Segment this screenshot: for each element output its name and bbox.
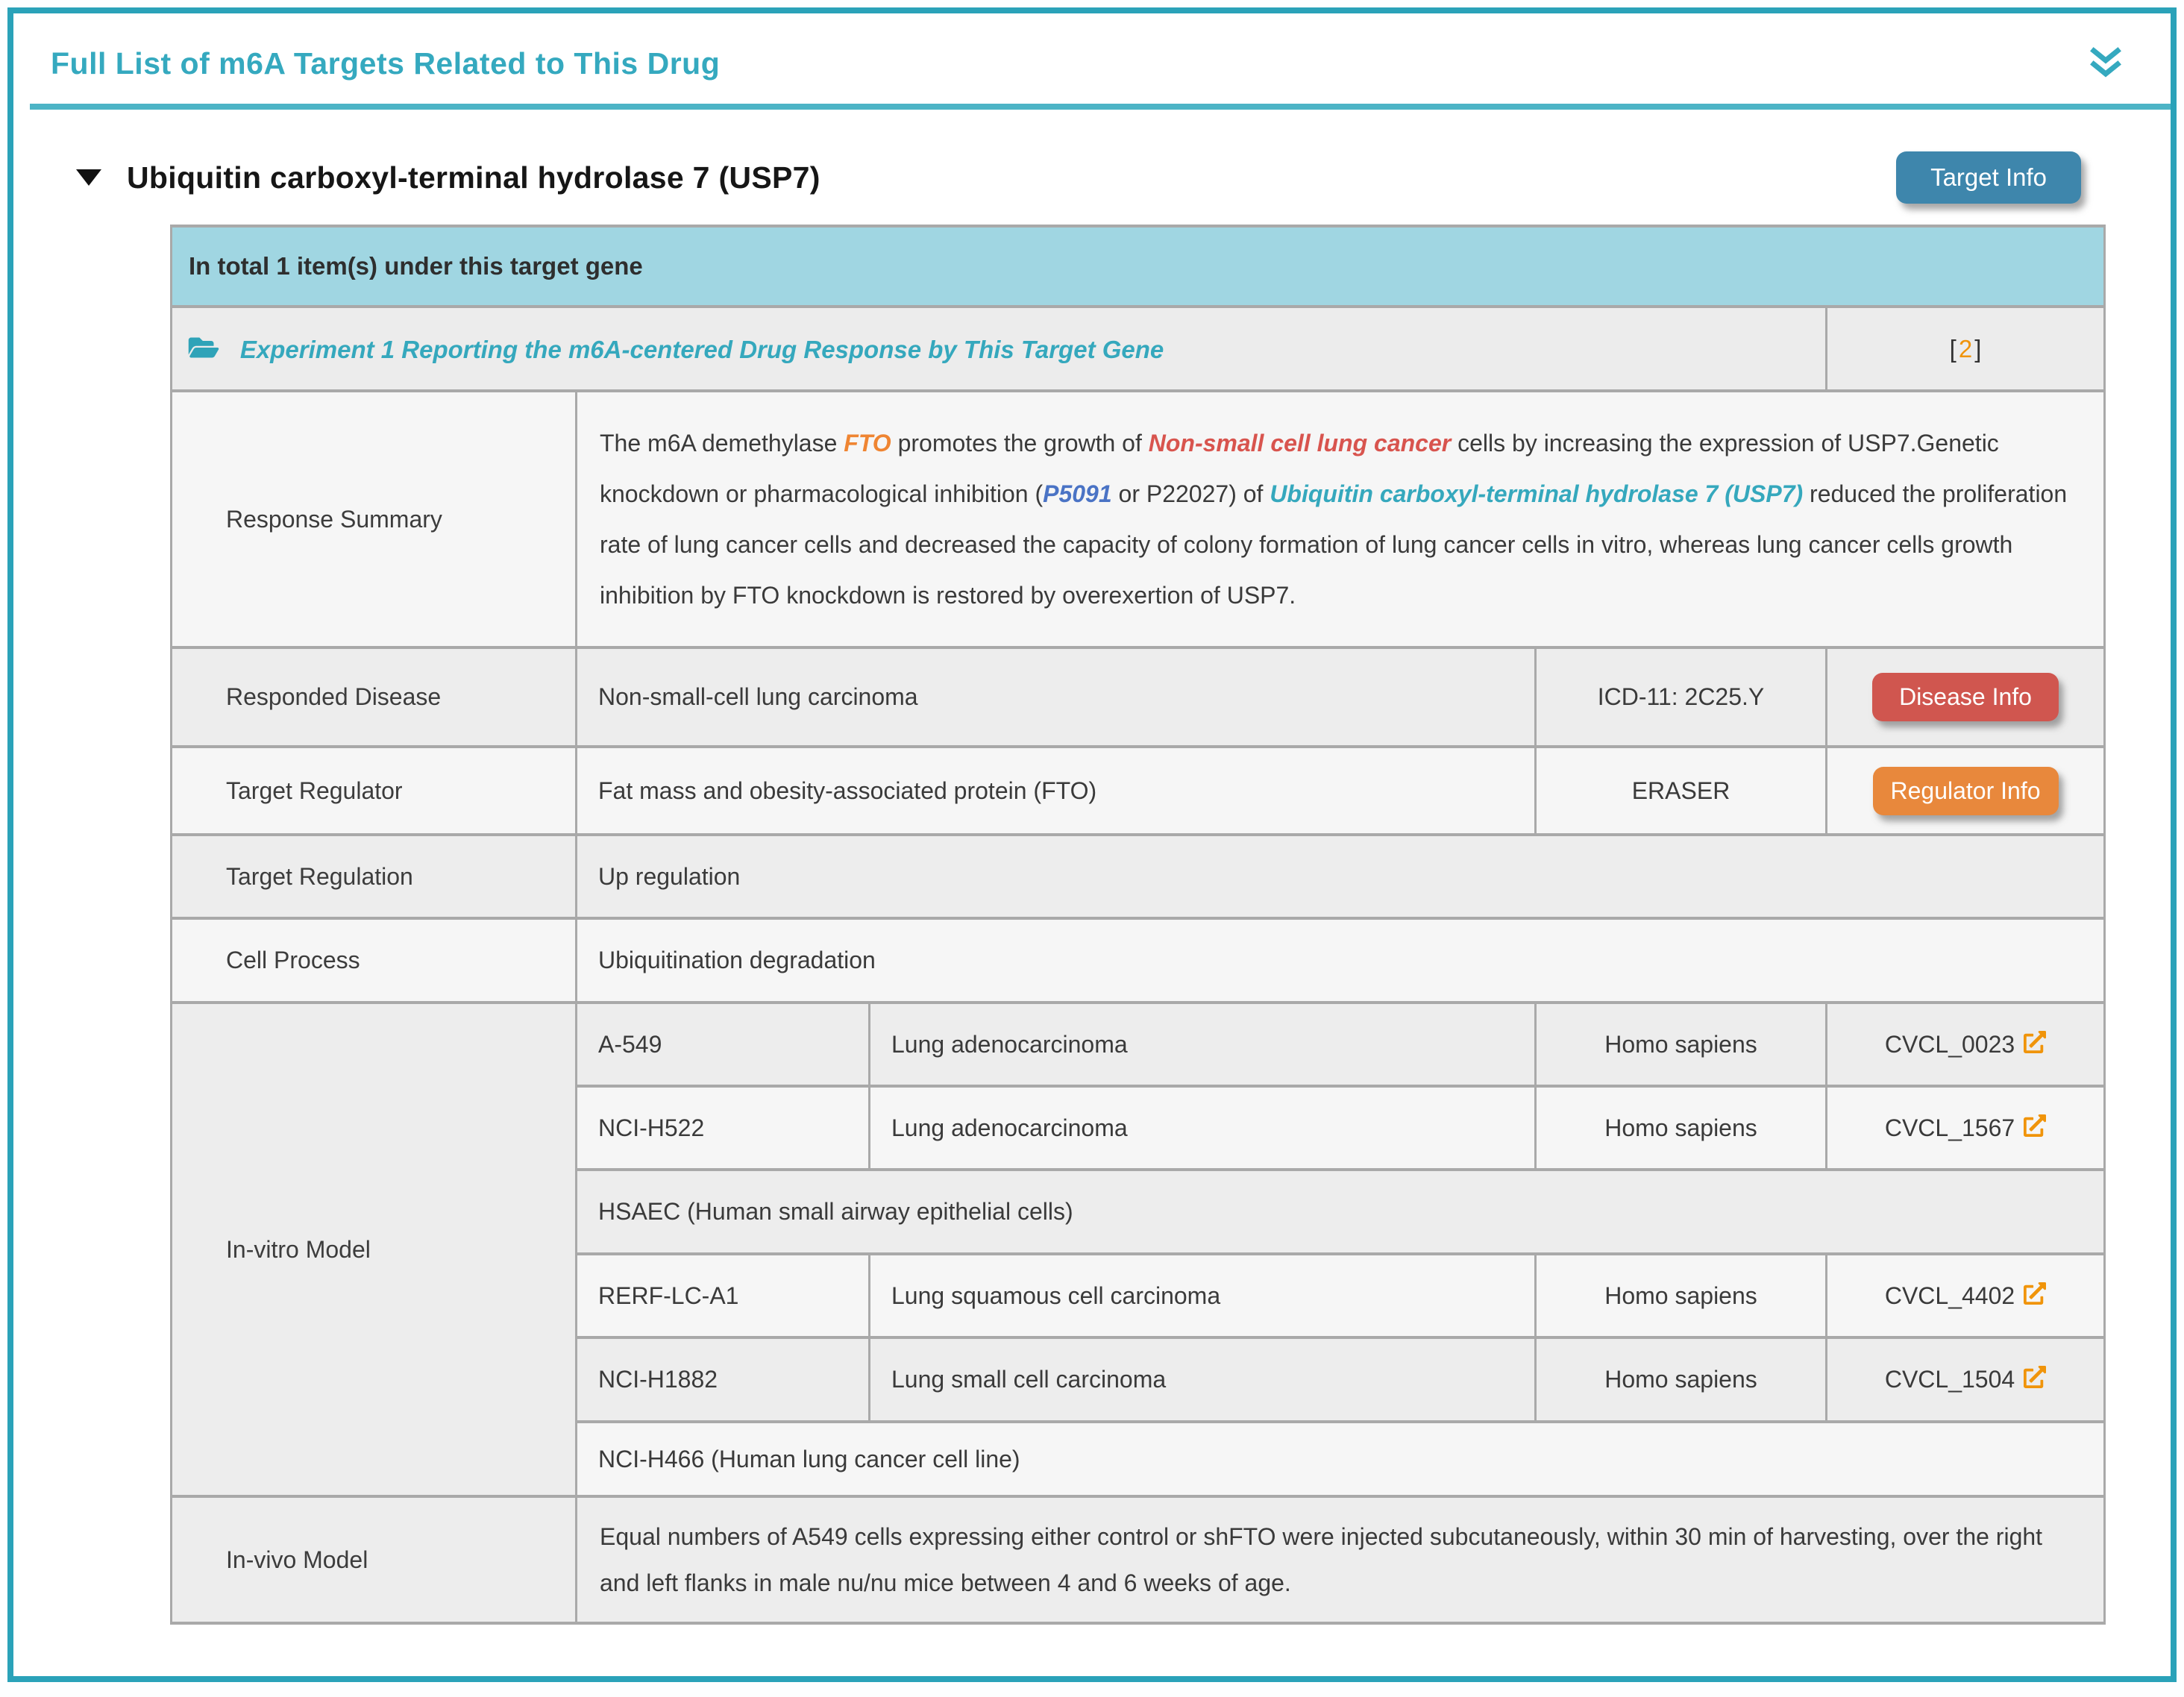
cell-process-label: Cell Process xyxy=(172,918,577,1003)
target-regulator-role: ERASER xyxy=(1536,747,1827,835)
experiment-title-link[interactable]: Experiment 1 Reporting the m6A-centered Drug Response by This Target Gene xyxy=(239,335,1164,363)
experiment-row xyxy=(172,307,2105,391)
cell-line-disease: Lung adenocarcinoma xyxy=(870,1003,1536,1086)
collapse-panel-button[interactable] xyxy=(2089,46,2123,81)
regulator-fto-link[interactable]: FTO xyxy=(844,430,891,457)
cellosaurus-link[interactable]: CVCL_0023 xyxy=(1885,1031,2046,1058)
external-link-icon[interactable] xyxy=(2015,1366,2046,1393)
cell-line-species: Homo sapiens xyxy=(1536,1337,1827,1422)
reference-count: 2 xyxy=(1958,334,1973,363)
cell-line-disease: Lung small cell carcinoma xyxy=(870,1337,1536,1422)
regulator-info-button[interactable]: Regulator Info xyxy=(1873,767,2059,815)
invivo-row xyxy=(172,1496,2105,1623)
external-link-icon[interactable] xyxy=(2015,1114,2046,1141)
target-section-header xyxy=(76,151,2081,204)
cell-line-disease: Lung squamous cell carcinoma xyxy=(870,1254,1536,1337)
items-count-row xyxy=(172,226,2105,307)
cell-process-value: Ubiquitination degradation xyxy=(577,918,2105,1003)
invivo-model-value: Equal numbers of A549 cells expressing either control or shFTO were injected subcutaneously, within 30 min of harvesting, over the right and left flanks in male nu/nu mice between 4 and 6 weeks of age. xyxy=(577,1496,2105,1623)
target-gene-heading: Ubiquitin carboxyl-terminal hydrolase 7 (USP7) xyxy=(127,160,820,195)
folder-open-icon xyxy=(187,336,227,363)
cell-line-species: Homo sapiens xyxy=(1536,1003,1827,1086)
target-regulator-name: Fat mass and obesity-associated protein (FTO) xyxy=(577,747,1536,835)
cellosaurus-link[interactable]: CVCL_4402 xyxy=(1885,1282,2046,1309)
responded-disease-name: Non-small-cell lung carcinoma xyxy=(577,647,1536,747)
target-regulator-row xyxy=(172,747,2105,835)
responded-disease-label: Responded Disease xyxy=(172,647,577,747)
target-regulation-label: Target Regulation xyxy=(172,835,577,918)
cellosaurus-link[interactable]: CVCL_1504 xyxy=(1885,1366,2046,1393)
cellosaurus-link[interactable]: CVCL_1567 xyxy=(1885,1114,2046,1141)
responded-disease-row xyxy=(172,647,2105,747)
cell-process-row xyxy=(172,918,2105,1003)
angle-double-down-icon xyxy=(2089,70,2123,81)
panel-title: Full List of m6A Targets Related to This Drug xyxy=(51,46,721,81)
invitro-model-label: In-vitro Model xyxy=(172,1003,577,1496)
panel-header xyxy=(13,13,2171,81)
target-regulator-label: Target Regulator xyxy=(172,747,577,835)
external-link-icon[interactable] xyxy=(2015,1031,2046,1058)
caret-down-icon xyxy=(76,177,101,188)
cell-line-name: NCI-H522 xyxy=(577,1086,870,1170)
collapse-target-button[interactable] xyxy=(76,169,101,186)
cell-line-species: Homo sapiens xyxy=(1536,1086,1827,1170)
cell-line-span: NCI-H466 (Human lung cancer cell line) xyxy=(577,1422,2105,1496)
responded-disease-icd: ICD-11: 2C25.Y xyxy=(1536,647,1827,747)
target-regulation-value: Up regulation xyxy=(577,835,2105,918)
disease-info-button[interactable]: Disease Info xyxy=(1872,673,2059,721)
response-summary-label: Response Summary xyxy=(172,391,577,647)
items-count-header: In total 1 item(s) under this target gene xyxy=(172,226,2105,307)
response-summary-text: The m6A demethylase FTO promotes the growth of Non-small cell lung cancer cells by increasing the expression of USP7.Genetic knockdown or pharmacological inhibition (P5091 or P22027) of Ubiquitin carboxyl-terminal hydrolase 7 (USP7) reduced the proliferation rate of lung cancer cells and decreased the capacity of colony formation of lung cancer cells in vitro, whereas lung cancer cells growth inhibition by FTO knockdown is restored by overexertion of USP7. xyxy=(577,391,2105,647)
invivo-model-label: In-vivo Model xyxy=(172,1496,577,1623)
m6a-targets-panel xyxy=(7,7,2177,1682)
response-summary-row xyxy=(172,391,2105,647)
cell-line-name: NCI-H1882 xyxy=(577,1337,870,1422)
target-info-button[interactable]: Target Info xyxy=(1896,151,2081,204)
cell-line-name: A-549 xyxy=(577,1003,870,1086)
invitro-row xyxy=(172,1003,2105,1086)
target-regulation-row xyxy=(172,835,2105,918)
external-link-icon[interactable] xyxy=(2015,1282,2046,1309)
drug-p5091-link[interactable]: P5091 xyxy=(1043,480,1112,507)
target-experiment-table xyxy=(170,225,2106,1625)
cell-line-species: Homo sapiens xyxy=(1536,1254,1827,1337)
reference-count-link[interactable]: [2] xyxy=(1949,334,1982,363)
cell-line-span: HSAEC (Human small airway epithelial cells) xyxy=(577,1170,2105,1254)
target-gene-link[interactable]: Ubiquitin carboxyl-terminal hydrolase 7 (USP7) xyxy=(1270,480,1804,507)
cell-line-name: RERF-LC-A1 xyxy=(577,1254,870,1337)
header-divider xyxy=(30,104,2171,110)
disease-link[interactable]: Non-small cell lung cancer xyxy=(1148,430,1452,457)
cell-line-disease: Lung adenocarcinoma xyxy=(870,1086,1536,1170)
